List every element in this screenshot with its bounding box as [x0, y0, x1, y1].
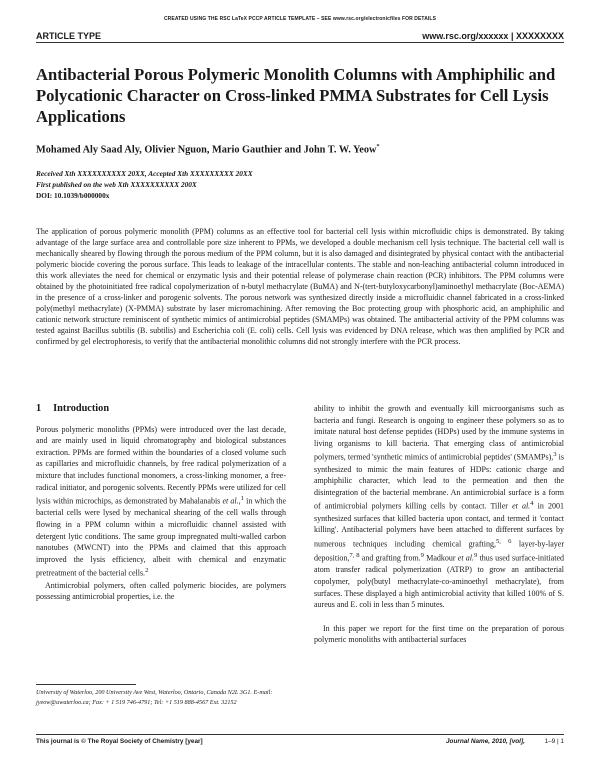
paragraph-gap: [314, 611, 564, 623]
paper-title: Antibacterial Porous Polymeric Monolith Columns with Amphiphilic and Polycationic Character on Cross-linked PMMA Substrates for Cell Lysis Applications: [36, 65, 556, 126]
citation-link[interactable]: 9: [474, 552, 478, 560]
header-rule: [36, 42, 564, 43]
publication-dates: [36, 168, 564, 201]
citation-link[interactable]: 9: [420, 552, 424, 560]
intro-paragraph-2: Antimicrobial polymers, often called polymeric biocides, are polymers possessing antimicrobial properties, i.e. the: [36, 580, 286, 602]
affiliation-footnote: University of Waterloo, 200 University Ave West, Waterloo, Ontario, Canada N2L 3G1. E-mail: jyeow@uwaterloo.ca; Fax: + 1 519 746-4791; Tel: +1 519 888-4567 Ext. 32152: [36, 689, 273, 706]
template-banner: CREATED USING THE RSC LaTeX PCCP ARTICLE TEMPLATE – SEE www.rsc.org/electronicfiles FOR DETAILS: [163, 16, 437, 22]
page-header: [36, 28, 564, 42]
citation-link[interactable]: 7, 8: [349, 552, 360, 560]
intro-paragraph-1: Porous polymeric monoliths (PPMs) were introduced over the last decade, and are mainly used in liquid chromatography and biological substances extraction. PPMs are formed within the boundaries of a closed volume such as capillaries and microfluidic channels, by free radical polymerization of a mixture that includes functional monomers, a cross-linking monomer, a free-radical initiator, and porogenic solvents. Recently PPMs were utilized for cell lysis within microchips, as demonstrated by Mahalanabis et al.,$^1$ in which the bacterial cells were lysed by mechanical shearing of the cell walls through flowing in a PPM column within a microfluidic channel assisted with detergent lytic conditions. The same group impregnated multi-walled carbon nanotubes (MWCNT) into the PPMs and claimed that this approach improved the lysis efficiency, albeit with chemical and enzymatic pretreatment of the bacterial cells.$^2$: [36, 424, 287, 579]
citation-link[interactable]: 3: [553, 451, 557, 459]
right-column: [314, 403, 564, 646]
corresponding-author-mark: *: [376, 144, 380, 150]
author-names: Mohamed Aly Saad Aly, Olivier Nguon, Mario Gauthier and John T. W. Yeow: [36, 144, 377, 156]
section-heading-introduction: [36, 403, 286, 415]
footer-rule: [36, 734, 564, 735]
intro-paragraph-2-continued: ability to inhibit the growth and eventually kill microorganisms such as bacteria and fungi. Research is ongoing to engineer these polymers so as to imitate natural host defense peptides (HDPs) used by the immune systems in living organisms to kill bacteria. That emerging class of antimicrobial polymers, termed 'synthetic mimics of antimicrobial peptides' (SMAMPs),$^3$ is synthesized to mimic the main features of HDPs: cationic charge and amphiphilic character, which lead to the permeation and then the disintegration of the bacterial membrane. An antimicrobial surface is a form of antimicrobial polymers killing cells by contact. Tiller et al.$^4$ in 2001 synthesized surfaces that killed bacteria upon contact, and termed it 'contact killing'. Antibacterial polymers have been attached to different surfaces by numerous techniques including chemical grafting,$^{5, 6}$ layer-by-layer deposition,$^{7, 8}$ and grafting from.$^9$ Madkour et al.$^9$ thus used surface-initiated atom transfer radical polymerization (ATRP) to grow an antibacterial copolymer, poly(butyl methacrylate-co-aminoethyl methacrylate), from surfaces. These displayed a high antimicrobial activity that killed 100% of S. aureus and E. coli in less than 5 minutes.: [314, 404, 565, 610]
footnote-rule: [36, 684, 136, 685]
citation-link[interactable]: 4: [530, 500, 534, 508]
journal-info: www.rsc.org/xxxxxx | XXXXXXXX: [422, 31, 564, 41]
received-date: Received Xth XXXXXXXXXX 20XX, Accepted Xth XXXXXXXXX 20XX: [36, 169, 253, 178]
journal-citation: Journal Name, 2010, [vol],: [446, 738, 525, 745]
published-date: First published on the web Xth XXXXXXXXXX 200X: [36, 180, 197, 189]
citation-link[interactable]: 2: [145, 567, 149, 575]
journal-url[interactable]: www.rsc.org/xxxxxx: [422, 31, 509, 41]
page-number: 1–9 | 1: [544, 738, 564, 745]
citation-link[interactable]: 1: [240, 495, 244, 503]
author-list: [36, 144, 564, 155]
doi[interactable]: DOI: 10.1039/b000000x: [36, 191, 110, 200]
left-column: [36, 403, 286, 603]
section-title: Introduction: [53, 403, 110, 414]
section-number: 1: [36, 403, 42, 414]
intro-paragraph-3: In this paper we report for the first time on the preparation of porous polymeric monoliths with antibacterial surfaces: [314, 623, 564, 645]
article-type: ARTICLE TYPE: [36, 31, 102, 41]
citation-link[interactable]: 5, 6: [495, 537, 512, 545]
page-footer: [36, 734, 564, 748]
abstract: The application of porous polymeric monolith (PPM) columns as an effective tool for bacterial cell lysis within microfluidic chips is demonstrated. By taking advantage of the large surface area and controllable pore size inherent to PPMs, we developed a double mechanism cell lysis technique. The bacterial cell wall is mechanically sheared by flowing through the porous medium of the PPM column, but it is also damaged and disintegrated by physical contact with the antibacterial polymeric biocide covering the porous surface. This leads to leakage of the intracellular contents. The stable and non-leaching antibacterial column introduced in this work alleviates the need for chemical or enzymatic lysis and their potential release of polymerase chain reaction (PCR) inhibitors. The PPM columns were obtained by the photoinitiated free radical copolymerization of n-butyl methacrylate (BuMA) and N-(tert-butyloxycarbonyl)aminoethyl methacrylate (Boc-AEMA) in the presence of a cross-linker and porogenic solvents. The porous network was synthesized directly inside a microfluidic channel fabricated in a cross-linked poly(methyl methacrylate) (X-PMMA) substrate by laser micromachining. After removing the Boc protecting group with phosphoric acid, an amphiphilic and cationic network structure reminiscent of synthetic mimics of antimicrobial peptides (SMAMPs) was obtained. The antibacterial activity of the PPM columns was tested against Bacillus subtilis (B. subtilis) and Escherichia coli (E. coli) cells. Cell lysis was evidenced by DNA release, which was then amplified by PCR and confirmed by gel electrophoresis, to verify that the antibacterial monolithic columns did not strongly interfere with the PCR process.: [36, 227, 564, 346]
copyright-line: This journal is © The Royal Society of Chemistry [year]: [36, 738, 203, 745]
journal-code: XXXXXXXX: [515, 31, 564, 41]
